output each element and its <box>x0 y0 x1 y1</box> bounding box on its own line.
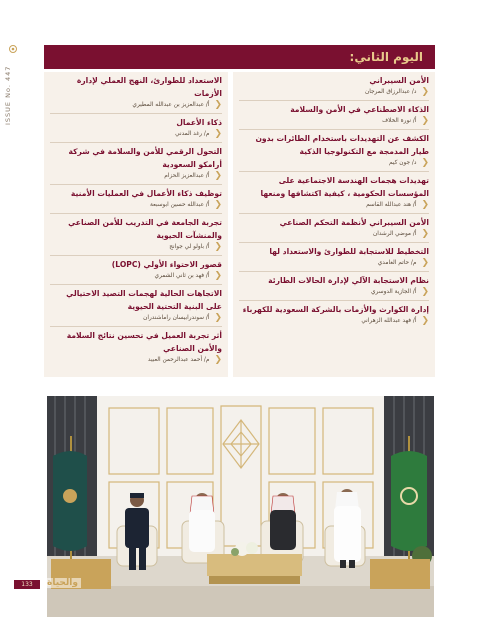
session-speaker: أ/ الجازية الدوسري <box>370 289 417 295</box>
session-item <box>50 285 222 327</box>
session-speaker: م/ حاتم الغامدي <box>377 260 417 266</box>
session-item <box>239 243 429 272</box>
chevron-icon: ❮ <box>421 200 429 210</box>
session-item <box>239 101 429 130</box>
session-speaker: أ/ باولو لي جوانج <box>169 244 210 250</box>
session-item <box>50 214 222 256</box>
sidebar <box>0 0 28 617</box>
session-title: الاستعداد للطوارئ، النهج العملي لإدارة الأزمات <box>76 76 222 98</box>
chevron-icon: ❮ <box>214 242 222 252</box>
issue-number: ISSUE No. 447 <box>4 65 12 125</box>
session-title: أثر تجربة العميل في تحسين نتائج السلامة والأمن الصناعي <box>66 331 222 353</box>
session-title: الأمن السيبراني <box>369 76 429 85</box>
chevron-icon: ❮ <box>421 258 429 268</box>
chevron-icon: ❮ <box>421 229 429 239</box>
chevron-icon: ❮ <box>214 313 222 323</box>
session-title: ذكاء الأعمال <box>176 118 222 127</box>
chevron-icon: ❮ <box>214 100 222 110</box>
chevron-icon: ❮ <box>421 158 429 168</box>
session-title: تجربة الجامعة في التدريب للأمن الصناعي والمنشآت الحيوية <box>68 218 222 240</box>
session-item <box>239 214 429 243</box>
session-title: إدارة الكوارث والأزمات بالشركة السعودية للكهرباء <box>242 305 429 314</box>
session-title: نظام الاستجابة الآلي لإدارة الحالات الطارئة <box>268 276 429 285</box>
chevron-icon: ❮ <box>214 355 222 365</box>
session-item <box>50 256 222 285</box>
session-speaker: أ/ عبدالله حسين ابوسبعة <box>150 202 210 208</box>
session-title: الأمن السيبراني لأنظمة التحكم الصناعي <box>279 218 429 227</box>
session-item <box>50 72 222 114</box>
session-item <box>50 114 222 143</box>
session-speaker: أ/ موضي الرشدان <box>373 231 417 237</box>
sessions-right-column <box>233 72 435 377</box>
session-item <box>50 185 222 214</box>
event-photo <box>47 396 434 617</box>
session-item <box>239 172 429 214</box>
session-speaker: أ/ هند عبدالله القاسم <box>366 202 417 208</box>
chevron-icon: ❮ <box>421 116 429 126</box>
session-speaker: د/ جون كيم <box>389 160 417 166</box>
chevron-icon: ❮ <box>214 271 222 281</box>
session-title: تهديدات هجمات الهندسة الاجتماعية على المؤسسات الحكومية ، كيفية اكتشافها ومنعها <box>260 176 429 198</box>
session-title: الاتجاهات الحالية لهجمات التصيد الاحتيالي على البنية التحتية الحيوية <box>66 289 222 311</box>
session-item <box>50 327 222 368</box>
chevron-icon: ❮ <box>421 316 429 326</box>
chevron-icon: ❮ <box>214 129 222 139</box>
magazine-brand: والحياة <box>44 578 81 588</box>
session-speaker: أ/ نورة الخلاف <box>382 118 417 124</box>
session-item <box>239 72 429 101</box>
session-title: الذكاء الاصطناعي في الأمن والسلامة <box>290 105 429 114</box>
day-two-header <box>44 45 435 69</box>
session-speaker: د/ عبدالرزاق المرجان <box>364 89 417 95</box>
session-speaker: أ/ سوندرابيسان راماشندران <box>143 315 210 321</box>
session-title: قصور الاحتواء الأولي (LOPC) <box>111 260 222 269</box>
event-photo-illustration <box>47 396 434 617</box>
session-speaker: م/ رغد المدني <box>175 131 210 137</box>
session-item <box>239 301 429 329</box>
session-speaker: أ/ فهد عبدالله الزهراني <box>361 318 417 324</box>
session-speaker: أ/ عبدالعزيز بن عبدالله المطيري <box>132 102 210 108</box>
session-title: توظيف ذكاء الأعمال في العمليات الأمنية <box>70 189 222 198</box>
header-title: اليوم الثاني: <box>349 50 423 64</box>
page-number: 133 <box>14 580 40 589</box>
chevron-icon: ❮ <box>214 200 222 210</box>
sessions-left-column <box>44 72 228 377</box>
chevron-icon: ❮ <box>421 287 429 297</box>
session-speaker: م/ أحمد عبدالرحمن العبيد <box>147 357 210 363</box>
emblem-icon <box>8 44 18 54</box>
session-speaker: أ/ عبدالعزيز الحزام <box>164 173 210 179</box>
session-item <box>239 272 429 301</box>
session-title: التخطيط للاستجابة للطوارئ والاستعداد لها <box>269 247 429 256</box>
chevron-icon: ❮ <box>214 171 222 181</box>
chevron-icon: ❮ <box>421 87 429 97</box>
session-speaker: أ/ فهد بن ثاني الشمري <box>154 273 210 279</box>
session-item <box>239 130 429 172</box>
session-item <box>50 143 222 185</box>
session-title: التحول الرقمي للأمن والسلامة في شركة أرامكو السعودية <box>68 147 222 169</box>
session-title: الكشف عن التهديدات باستخدام الطائرات بدون طيار المدمجة مع التكنولوجيا الذكية <box>255 134 429 156</box>
